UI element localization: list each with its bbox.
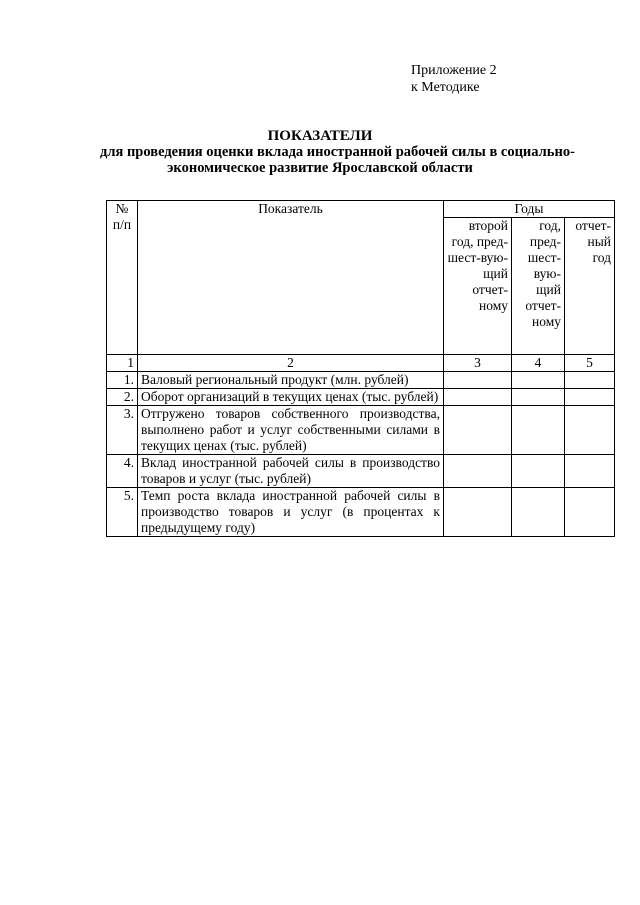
header-indicator: Показатель — [138, 201, 444, 355]
table-row — [107, 455, 615, 488]
row-value-4 — [512, 488, 565, 537]
header-year-second-prior: второй год, пред-шест-вую-щий отчет-ному — [444, 218, 512, 355]
row-value-3 — [444, 389, 512, 406]
row-indicator: Отгружено товаров собственного производства, выполнено работ и услуг собственными силами в текущих ценах (тыс. рублей) — [138, 406, 444, 455]
col-number-3: 3 — [444, 355, 512, 372]
row-value-4 — [512, 406, 565, 455]
row-number: 1. — [107, 372, 138, 389]
row-indicator: Оборот организаций в текущих ценах (тыс. рублей) — [138, 389, 444, 406]
row-number: 3. — [107, 406, 138, 455]
row-value-4 — [512, 372, 565, 389]
table-row — [107, 389, 615, 406]
row-value-5 — [565, 372, 615, 389]
header-year-prior: год, пред-шест-вую-щий отчет-ному — [512, 218, 565, 355]
row-value-3 — [444, 455, 512, 488]
header-years: Годы — [444, 201, 615, 218]
appendix-line-1: Приложение 2 — [411, 63, 497, 78]
row-value-5 — [565, 389, 615, 406]
row-value-4 — [512, 389, 565, 406]
row-number: 2. — [107, 389, 138, 406]
table-header-row — [107, 201, 615, 218]
header-num: № п/п — [107, 201, 138, 355]
col-number-4: 4 — [512, 355, 565, 372]
column-numbers-row — [107, 355, 615, 372]
title-main: ПОКАЗАТЕЛИ — [267, 128, 373, 144]
row-value-3 — [444, 488, 512, 537]
row-indicator: Валовый региональный продукт (млн. рублей) — [138, 372, 444, 389]
row-indicator: Вклад иностранной рабочей силы в производство товаров и услуг (тыс. рублей) — [138, 455, 444, 488]
header-year-report: отчет-ный год — [565, 218, 615, 355]
row-value-5 — [565, 455, 615, 488]
indicators-table — [106, 200, 615, 537]
row-value-5 — [565, 488, 615, 537]
table-row — [107, 406, 615, 455]
appendix-line-2: к Методике — [411, 80, 480, 95]
col-number-2: 2 — [138, 355, 444, 372]
row-value-4 — [512, 455, 565, 488]
appendix-note — [411, 62, 497, 96]
row-indicator: Темп роста вклада иностранной рабочей силы в производство товаров и услуг (в процентах к предыдущему году) — [138, 488, 444, 537]
row-number: 5. — [107, 488, 138, 537]
table-row — [107, 372, 615, 389]
col-number-5: 5 — [565, 355, 615, 372]
title-line-2: для проведения оценки вклада иностранной рабочей силы в социально- — [100, 144, 575, 160]
row-value-3 — [444, 406, 512, 455]
col-number-1: 1 — [107, 355, 138, 372]
table-row — [107, 488, 615, 537]
row-value-5 — [565, 406, 615, 455]
row-number: 4. — [107, 455, 138, 488]
document-title — [100, 128, 575, 176]
row-value-3 — [444, 372, 512, 389]
title-line-3: экономическое развитие Ярославской области — [167, 160, 473, 176]
